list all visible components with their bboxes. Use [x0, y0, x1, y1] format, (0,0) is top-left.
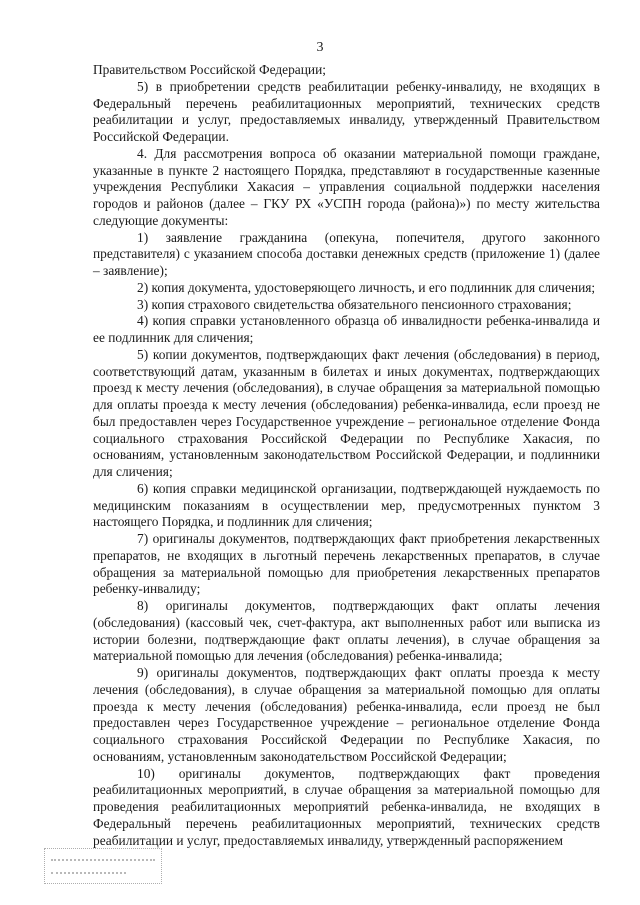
paragraph-section-4: 4. Для рассмотрения вопроса об оказании материальной помощи граждане, указанные в пункте 2 настоящего Порядка, представляют в государственные казенные учреждения Республики Хакасия – управления социальной поддержки населения городов и районов (далее – ГКУ РХ «УСПН города (района)») по месту жительства следующие документы:	[93, 145, 600, 228]
paragraph-item-4-10: 10) оригиналы документов, подтверждающих факт проведения реабилитационных мероприятий, в случае обращения за материальной помощью для проведения реабилитационных мероприятий ребенка-инвалида, не входящих в Федеральный перечень реабилитационных мероприятий, технических средств реабилитации и услуг, предоставляемых инвалиду, утвержденный распоряжением	[93, 765, 600, 848]
paragraph-item-4-4: 4) копия справки установленного образца об инвалидности ребенка-инвалида и ее подлинник для сличения;	[93, 313, 600, 345]
paragraph-item-4-9: 9) оригиналы документов, подтверждающих факт оплаты проезда к месту лечения (обследования), в случае обращения за материальной помощью для оплаты проезда к месту лечения (обследования) ребенка-инвалида, если проезд не был предоставлен через Государственное учреждение – региональное отделение Фонда социального страхования Российской Федерации по Республике Хакасия, по основаниям, установленным законодательством Российской Федерации;	[93, 665, 600, 764]
registration-stamp	[44, 848, 162, 884]
paragraph-item-4-6: 6) копия справки медицинской организации, подтверждающей нуждаемость по медицинским показаниям в осуществлении мер, предусмотренных пунктом 3 настоящего Порядка, и подлинник для сличения;	[93, 480, 600, 530]
paragraph-item-4-3: 3) копия страхового свидетельства обязательного пенсионного страхования;	[137, 296, 572, 312]
document-body	[93, 62, 600, 849]
stamp-line	[51, 859, 155, 861]
paragraph-item-4-8: 8) оригиналы документов, подтверждающих факт оплаты лечения (обследования) (кассовый чек, счет-фактура, акт выполненных работ или выписка из истории болезни, подтверждающие факт оплаты лечения), в случае обращения за материальной помощью для лечения (обследования) ребенка-инвалида;	[93, 598, 600, 664]
paragraph-item-4-7: 7) оригиналы документов, подтверждающих факт приобретения лекарственных препаратов, не входящих в льготный перечень лекарственных препаратов, в случае обращения за материальной помощью для приобретения лекарственных препаратов ребенку-инвалиду;	[93, 531, 600, 597]
paragraph-item-3-5: 5) в приобретении средств реабилитации ребенку-инвалиду, не входящих в Федеральный перечень реабилитационных мероприятий, технических средств реабилитации и услуг, предоставляемых инвалиду, утвержденный Правительством Российской Федерации.	[93, 78, 600, 144]
stamp-line	[51, 872, 126, 874]
paragraph-item-4-2: 2) копия документа, удостоверяющего личность, и его подлинник для сличения;	[137, 279, 596, 295]
paragraph-continuation: Правительством Российской Федерации;	[93, 62, 326, 77]
paragraph-item-4-5: 5) копии документов, подтверждающих факт лечения (обследования) в период, соответствующий датам, указанным в билетах и иных документах, подтверждающих проезд к месту лечения (обследования), в случае обращения за материальной помощью для оплаты проезда к месту лечения (обследования) ребенка-инвалида, если проезд не был предоставлен через Государственное учреждение – региональное отделение Фонда социального страхования Российской Федерации по Республике Хакасия, по основаниям, установленным законодательством Российской Федерации, и подлинники для сличения;	[93, 346, 600, 479]
page-number: 3	[316, 40, 324, 55]
paragraph-item-4-1: 1) заявление гражданина (опекуна, попечителя, другого законного представителя) с указанием способа доставки денежных средств (приложение 1) (далее – заявление);	[93, 229, 600, 278]
